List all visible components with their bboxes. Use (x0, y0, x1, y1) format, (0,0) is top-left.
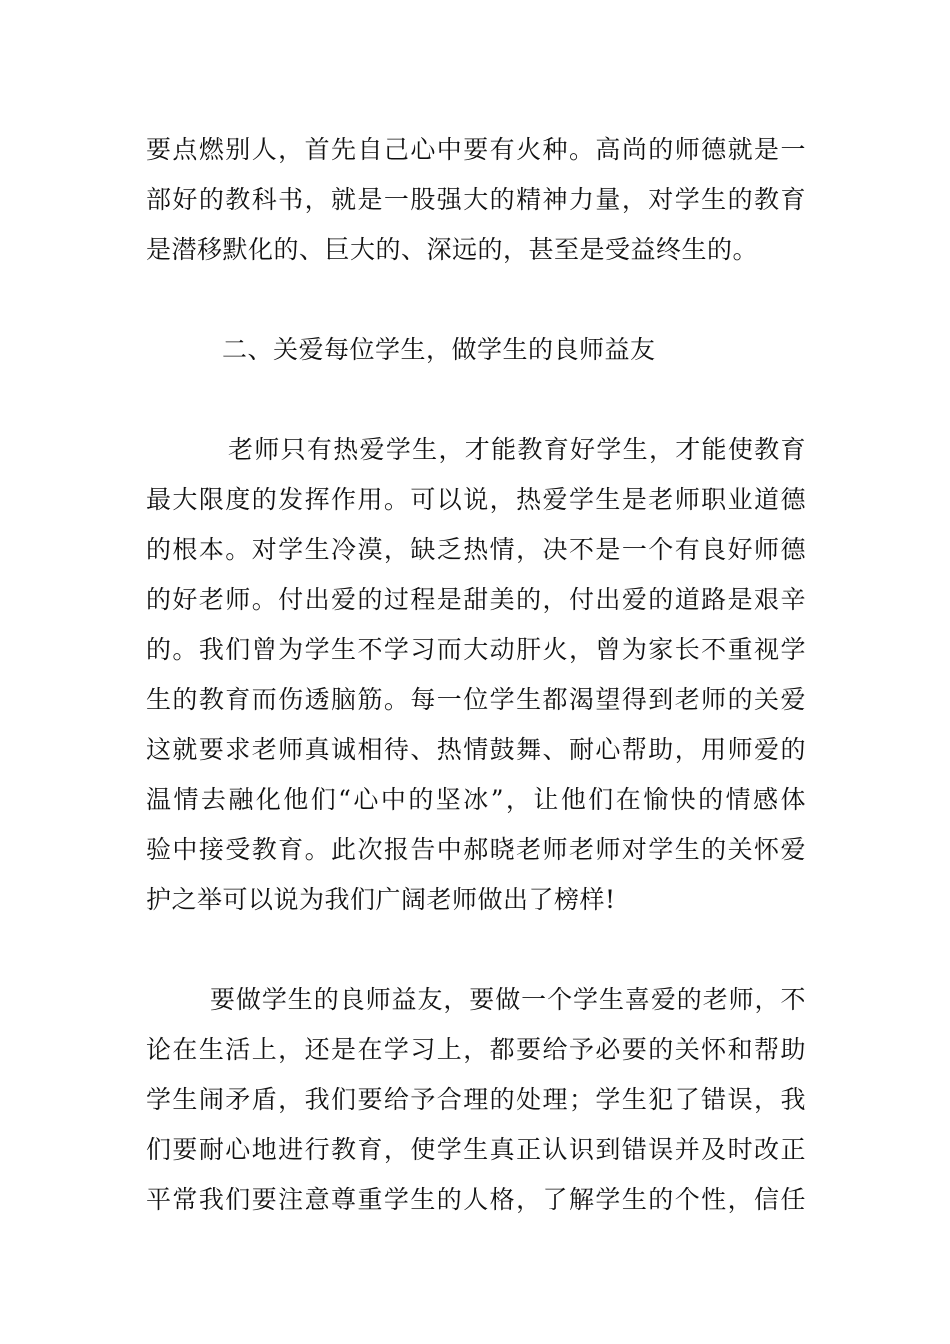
paragraph-line: 温情去融化他们“心中的坚冰”，让他们在愉快的情感体 (146, 785, 806, 814)
paragraph-line: 最大限度的发挥作用。可以说，热爱学生是老师职业道德 (146, 485, 806, 514)
paragraph-line: 生的教育而伤透脑筋。每一位学生都渴望得到老师的关爱 (146, 685, 806, 714)
paragraph-line: 论在生活上，还是在学习上，都要给予必要的关怀和帮助 (146, 1035, 806, 1064)
paragraph-line: 学生闹矛盾，我们要给予合理的处理；学生犯了错误，我 (146, 1085, 806, 1114)
paragraph-line: 平常我们要注意尊重学生的人格，了解学生的个性，信任 (146, 1185, 806, 1214)
section-heading: 二、关爱每位学生，做学生的良师益友 (222, 335, 656, 364)
paragraph-line: 的根本。对学生冷漠，缺乏热情，决不是一个有良好师德 (146, 535, 806, 564)
paragraph-line: 老师只有热爱学生，才能教育好学生，才能使教育 (228, 435, 806, 464)
paragraph-line: 部好的教科书，就是一股强大的精神力量，对学生的教育 (146, 185, 806, 214)
paragraph-line: 的。我们曾为学生不学习而大动肝火，曾为家长不重视学 (146, 635, 806, 664)
paragraph-line: 这就要求老师真诚相待、热情鼓舞、耐心帮助，用师爱的 (146, 735, 806, 764)
paragraph-line: 护之举可以说为我们广阔老师做出了榜样! (146, 885, 616, 914)
paragraph-line: 要点燃别人，首先自己心中要有火种。高尚的师德就是一 (146, 135, 806, 164)
paragraph-line: 的好老师。付出爱的过程是甜美的，付出爱的道路是艰辛 (146, 585, 806, 614)
paragraph-line: 是潜移默化的、巨大的、深远的，甚至是受益终生的。 (146, 235, 759, 264)
paragraph-line: 验中接受教育。此次报告中郝晓老师老师对学生的关怀爱 (146, 835, 806, 864)
paragraph-line: 要做学生的良师益友，要做一个学生喜爱的老师，不 (210, 985, 806, 1014)
paragraph-line: 们要耐心地进行教育，使学生真正认识到错误并及时改正 (146, 1135, 806, 1164)
